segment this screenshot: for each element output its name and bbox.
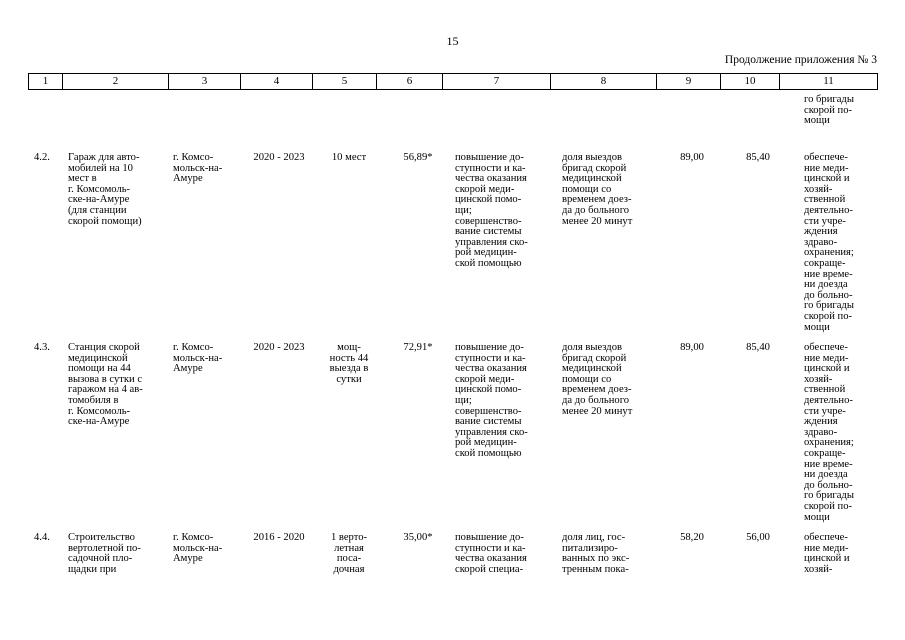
location: г. Комсо- мольск-на- Амуре: [173, 152, 223, 185]
column-header: 5: [313, 74, 377, 90]
indicator-value-10: 56,00: [746, 532, 770, 543]
row-number: 4.4.: [34, 532, 50, 543]
capacity: 1 верто- летная поса- дочная: [330, 532, 368, 575]
location: г. Комсо- мольск-на- Амуре: [173, 342, 223, 375]
indicator-value-10: 85,40: [746, 152, 770, 163]
column-header: 7: [443, 74, 551, 90]
capacity: 10 мест: [331, 152, 367, 163]
row-number: 4.3.: [34, 342, 50, 353]
row-number: 4.2.: [34, 152, 50, 163]
object-name: Гараж для авто- мобилей на 10 мест в г. Комсомоль- ске-на-Амуре (для станции скорой помощи): [68, 152, 142, 227]
goal: повышение до- ступности и ка- чества оказания скорой специа-: [455, 532, 527, 575]
column-header: 4: [241, 74, 313, 90]
capacity: мощ- ность 44 выезда в сутки: [329, 342, 369, 385]
column-header: 11: [780, 74, 878, 90]
column-header: 8: [551, 74, 657, 90]
object-name: Строительство вертолетной по- садочной пло- щадки при: [68, 532, 141, 575]
indicator-value-9: 58,20: [680, 532, 704, 543]
cost: 35,00*: [403, 532, 433, 543]
object-name: Станция скорой медицинской помощи на 44 вызова в сутки с гаражом на 4 ав- томобиля в г. Комсомоль- ске-на-Амуре: [68, 342, 143, 428]
column-header: 3: [169, 74, 241, 90]
expected-result: обеспече- ние меди- цинской и хозяй- ственной деятельно- сти учре- ждения здраво- охранения; сокраще- ние време- ни доезда до больно- го бригады скорой по- мощи: [804, 152, 854, 333]
column-header: 2: [63, 74, 169, 90]
implementation-years: 2020 - 2023: [253, 152, 305, 163]
indicator-value-9: 89,00: [680, 342, 704, 353]
location: г. Комсо- мольск-на- Амуре: [173, 532, 223, 565]
column-number-header: [28, 73, 878, 90]
indicator: доля выездов бригад скорой медицинской помощи со временем доез- да до больного менее 20 минут: [562, 152, 633, 227]
column-header: 1: [29, 74, 63, 90]
indicator: доля лиц, гос- питализиро- ванных по экс- тренным пока-: [562, 532, 630, 575]
carryover-result-text: го бригады скорой по- мощи: [804, 94, 854, 127]
column-header: 9: [657, 74, 721, 90]
column-header: 6: [377, 74, 443, 90]
cost: 56,89*: [403, 152, 433, 163]
indicator: доля выездов бригад скорой медицинской помощи со временем доез- да до больного менее 20 минут: [562, 342, 633, 417]
expected-result: обеспече- ние меди- цинской и хозяй-: [804, 532, 850, 575]
indicator-value-9: 89,00: [680, 152, 704, 163]
implementation-years: 2016 - 2020: [253, 532, 305, 543]
goal: повышение до- ступности и ка- чества оказания скорой меди- цинской помо- щи; совершенство- вание системы управления ско- рой медицин- ской помощью: [455, 152, 528, 269]
goal: повышение до- ступности и ка- чества оказания скорой меди- цинской помо- щи; совершенство- вание системы управления ско- рой медицин- ской помощью: [455, 342, 528, 459]
indicator-value-10: 85,40: [746, 342, 770, 353]
continuation-label: Продолжение приложения № 3: [724, 54, 877, 66]
cost: 72,91*: [403, 342, 433, 353]
expected-result: обеспече- ние меди- цинской и хозяй- ственной деятельно- сти учре- ждения здраво- охранения; сокраще- ние време- ни доезда до больно- го бригады скорой по- мощи: [804, 342, 854, 523]
page-number: 15: [446, 34, 459, 48]
implementation-years: 2020 - 2023: [253, 342, 305, 353]
column-header: 10: [721, 74, 780, 90]
